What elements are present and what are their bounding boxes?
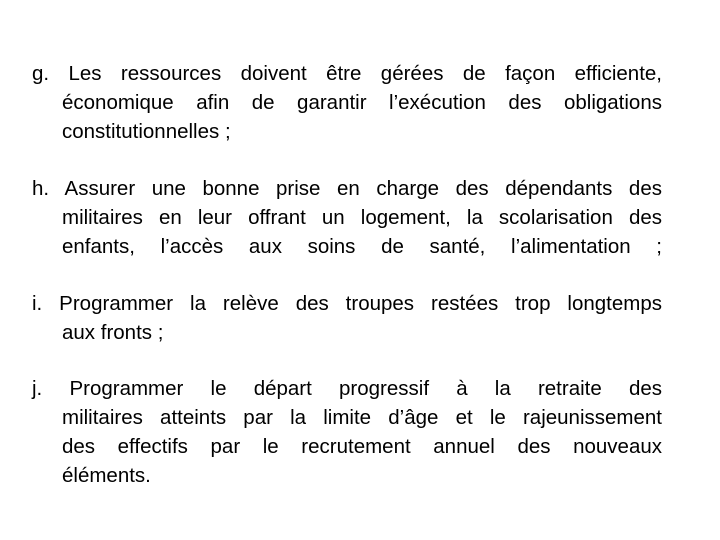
item-j-line-1: j. Programmer le départ progressif à la retraite des: [32, 377, 662, 400]
list-item-j: [32, 374, 662, 490]
item-j-line-4: éléments.: [62, 464, 151, 487]
list-item-i: [32, 289, 662, 347]
item-h-line-2: militaires en leur offrant un logement, la scolarisation des: [62, 206, 662, 229]
item-h-line-3: enfants, l’accès aux soins de santé, l’alimentation ;: [62, 235, 662, 258]
item-g-line-3: constitutionnelles ;: [62, 120, 231, 143]
item-j-line-3: des effectifs par le recrutement annuel des nouveaux: [62, 435, 662, 458]
item-j-line-2: militaires atteints par la limite d’âge et le rajeunissement: [62, 406, 662, 429]
item-g-line-1: g. Les ressources doivent être gérées de façon efficiente,: [32, 62, 662, 85]
item-g-line-2: économique afin de garantir l’exécution des obligations: [62, 91, 662, 114]
item-i-line-2: aux fronts ;: [62, 321, 164, 344]
item-h-line-1: h. Assurer une bonne prise en charge des dépendants des: [32, 177, 662, 200]
list-item-g: [32, 59, 662, 146]
list-item-h: [32, 174, 662, 261]
item-i-line-1: i. Programmer la relève des troupes restées trop longtemps: [32, 292, 662, 315]
